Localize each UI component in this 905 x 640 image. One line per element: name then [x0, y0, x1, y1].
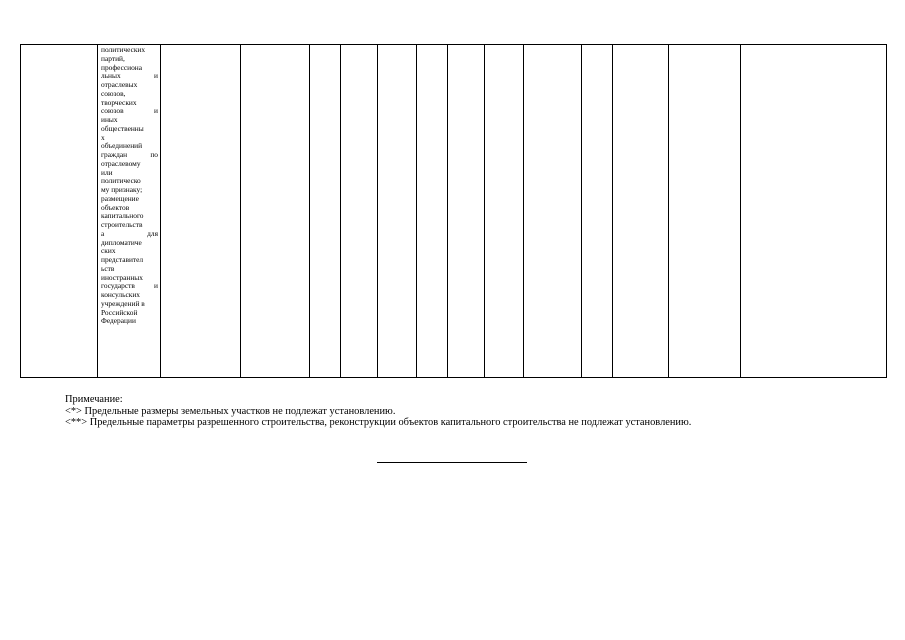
- table-cell: [310, 45, 341, 378]
- description-line: иных: [101, 115, 118, 124]
- description-line: капитального: [101, 211, 144, 221]
- description-line: дипломатиче: [101, 237, 142, 247]
- description-line: консульских: [101, 290, 140, 299]
- description-line: Российской: [101, 307, 138, 317]
- table-cell: [669, 45, 741, 378]
- description-line: ьств: [101, 263, 115, 273]
- table-cell: [161, 45, 241, 378]
- note-item-1: <*> Предельные размеры земельных участков не подлежат установлению.: [65, 405, 396, 417]
- description-line: иностранных: [101, 272, 143, 282]
- description-line: творческих: [101, 97, 137, 107]
- description-line: х: [101, 132, 105, 142]
- table-cell: [485, 45, 524, 378]
- table-cell: [613, 45, 669, 378]
- land-use-table: [20, 44, 887, 378]
- table-cell: [582, 45, 613, 378]
- table-cell: [341, 45, 378, 378]
- table-cell: [378, 45, 417, 378]
- table-cell: [417, 45, 448, 378]
- description-line: государств и: [101, 281, 158, 291]
- description-line: учреждений в: [101, 298, 145, 308]
- description-line: отраслевому: [101, 158, 141, 168]
- note-heading: Примечание:: [65, 394, 123, 405]
- notes-section: [65, 394, 841, 429]
- description-line: политическо: [101, 176, 141, 186]
- description-line: или: [101, 167, 113, 177]
- description-text: [101, 46, 158, 326]
- description-line: общественны: [101, 123, 144, 133]
- description-line: размещение: [101, 193, 139, 203]
- description-line: Федерации: [101, 316, 136, 326]
- description-line: а для: [101, 228, 158, 238]
- end-separator-line: [377, 462, 527, 463]
- description-line: профессиона: [101, 62, 143, 72]
- table-cell-description: [98, 45, 161, 378]
- table-cell: [524, 45, 582, 378]
- description-line: политических: [101, 45, 146, 54]
- description-line: льных и: [101, 71, 158, 81]
- description-line: граждан по: [101, 150, 158, 159]
- description-line: партий,: [101, 53, 125, 63]
- table-cell-code: [21, 45, 98, 378]
- description-line: представител: [101, 255, 144, 264]
- table-cell: [741, 45, 887, 378]
- table-cell: [448, 45, 485, 378]
- table-row: [21, 45, 887, 378]
- description-line: объектов: [101, 202, 130, 212]
- description-line: ских: [101, 246, 116, 256]
- description-line: строительств: [101, 220, 143, 229]
- description-line: отраслевых: [101, 80, 138, 89]
- table-cell: [241, 45, 310, 378]
- description-line: союзов и: [101, 106, 158, 116]
- description-line: союзов,: [101, 88, 126, 98]
- description-line: объединений: [101, 141, 143, 151]
- note-item-2: <**> Предельные параметры разрешенного строительства, реконструкции объектов капитального строительства не подлежат установлению.: [65, 417, 692, 428]
- description-line: му признаку;: [101, 185, 143, 194]
